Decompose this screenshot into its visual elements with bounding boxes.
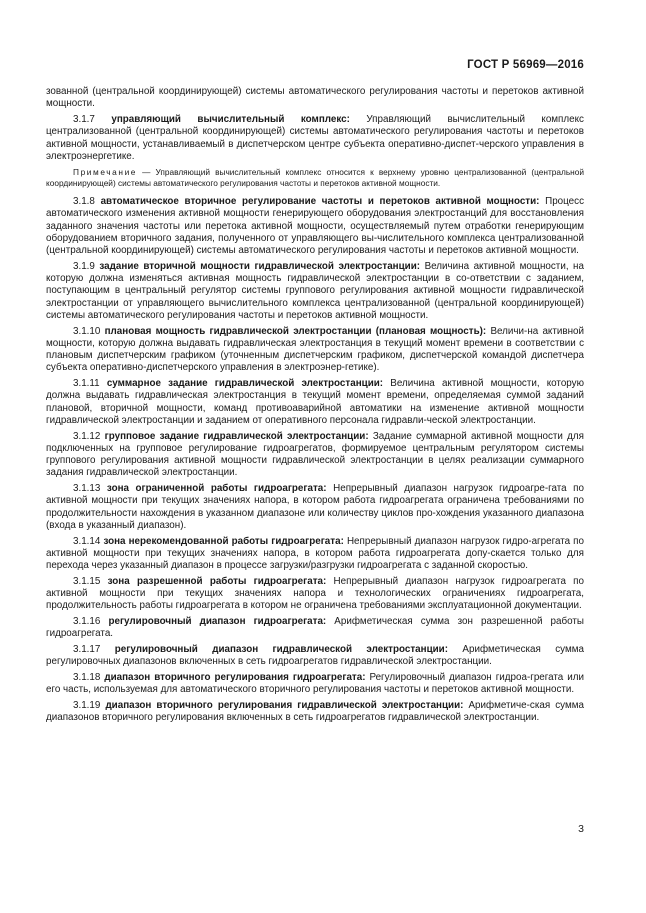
term: диапазон вторичного регулирования гидравлической электростанции: [105, 700, 464, 711]
definition-text: Регулировочный диапазон гидроа-грегата или его часть, используемая для автоматического вторичного регулирования частоты и перетоков активной мощности. [46, 672, 584, 696]
standard-designation: ГОСТ Р 56969—2016 [467, 59, 584, 71]
definition-3-1-8 [46, 196, 584, 257]
definition-text: Непрерывный диапазон нагрузок гидро-агрегата по активной мощности при текущих значениях напора, в котором работа гидроагрегата допу-скается только для перехода через указанный диапазон в процессе загрузки/разгрузки гидроагрегата с заданной скоростью. [46, 535, 584, 571]
definition-3-1-10 [46, 326, 584, 375]
term: суммарное задание гидравлической электростанции: [106, 378, 384, 389]
definition-text: Задание суммарной активной мощности для подключенных на групповое регулирование гидроагрегатов, формируемое центральным регулятором системы группового регулирования активной мощности гидравлической электростанции в целях реализации суммарного задания гидравлической электростанции. [46, 430, 584, 479]
clause-number: 3.1.10 [73, 325, 101, 337]
definition-3-1-15 [46, 576, 584, 613]
definition-3-1-16 [46, 616, 584, 641]
definition-text: Величи-на активной мощности, которую должна выдавать гидравлическая электростанция в текущий момент времени в соответствии с плановым диспетчерским графиком (уточненным диспетчерским графиком, диспетчерской командой диспетчера субъекта оперативно-диспетчерского управления в электроэнер-гетике). [46, 325, 584, 374]
term: зона разрешенной работы гидроагрегата: [107, 575, 327, 587]
clause-number: 3.1.12 [73, 430, 101, 442]
clause-number: 3.1.8 [73, 196, 95, 207]
term: регулировочный диапазон гидроагрегата: [108, 616, 327, 627]
document-body [46, 86, 584, 728]
definition-3-1-11 [46, 378, 584, 427]
definition-3-1-18 [46, 672, 584, 697]
definition-text: Величина активной мощности, которую должна выдавать гидравлическая электростанция в текущий момент времени, определяемая суммой заданий плановой, вторичной мощности, команд противоаварийной автоматики на изменение активной мощности гидравлической электростанции и заданием от оперативного персонала гидравли-ческой электростанции. [46, 378, 584, 426]
definition-3-1-12 [46, 431, 584, 480]
definition-text: Величина активной мощности, на которую должна изменяться активная мощность гидравлической электростанции в со-ответствии с заданием, поступающим в центральный регулятор системы группового регулирования активной мощности гидравлической электростанции от управляющего вычислительного комплекса централизованной (центральной координирующей) системы автоматического регулирования частоты и перетоков активной мощности. [46, 260, 584, 321]
term: плановая мощность гидравлической электростанции (плановая мощность): [104, 325, 487, 337]
note-label: Примечание [73, 167, 138, 177]
clause-number: 3.1.14 [73, 535, 101, 547]
clause-number: 3.1.11 [73, 378, 100, 389]
definition-3-1-7 [46, 114, 584, 163]
definition-3-1-14 [46, 536, 584, 573]
term: групповое задание гидравлической электростанции: [104, 430, 369, 442]
clause-number: 3.1.18 [73, 672, 101, 683]
term: автоматическое вторичное регулирование частоты и перетоков активной мощности: [100, 196, 540, 207]
clause-number: 3.1.17 [73, 644, 101, 655]
clause-number: 3.1.19 [73, 700, 101, 711]
clause-number: 3.1.7 [73, 114, 95, 125]
term: зона ограниченной работы гидроагрегата: [106, 483, 327, 494]
term: управляющий вычислительный комплекс: [111, 114, 350, 125]
definition-text: Арифметическая сумма регулировочных диапазонов включенных в сеть гидроагрегатов гидравлической электростанции. [46, 644, 584, 668]
note-text: — Управляющий вычислительный комплекс относится к верхнему уровню централизованной (центральной координирующей) системы автоматического регулирования частоты и перетоков активной мощности. [46, 167, 584, 188]
clause-number: 3.1.16 [73, 616, 101, 627]
definition-3-1-19 [46, 700, 584, 725]
definition-text: Арифметиче-ская сумма диапазонов вторичного регулирования включенных в сеть гидроагрегатов гидравлической электростанции. [46, 700, 584, 724]
clause-number: 3.1.9 [73, 260, 95, 272]
note [46, 167, 584, 189]
definition-3-1-13 [46, 483, 584, 532]
page-number: 3 [578, 823, 584, 835]
definition-text: Непрерывный диапазон нагрузок гидроагрегата по активной мощности при текущих значениях напора и технологических ограничениях гидроагрегата, продолжительность работы гидроагрегата в котором не ограничена требованиями эксплуатационной документации. [46, 575, 584, 612]
term: задание вторичной мощности гидравлической электростанции: [99, 260, 421, 272]
term: регулировочный диапазон гидравлической электростанции: [114, 644, 449, 655]
definition-3-1-17 [46, 644, 584, 669]
term: диапазон вторичного регулирования гидроагрегата: [104, 672, 366, 683]
definition-text: Арифметическая сумма зон разрешенной работы гидроагрегата. [46, 616, 584, 640]
definition-text: Процесс автоматического изменения активной мощности генерирующего оборудования электростанций для восстановления заданного значения частоты или перетока активной мощности, осуществляемый путем отработки генерирующим оборудованием вторичного задания, полученного от управляющего вы-числительного комплекса централизованной (центральной координирующей) системы автоматического регулирования частоты и перетоков активной мощности. [46, 196, 584, 256]
term: зона нерекомендованной работы гидроагрегата: [103, 535, 344, 547]
clause-number: 3.1.13 [73, 483, 101, 494]
intro-continuation: зованной (центральной координирующей) системы автоматического регулирования частоты и перетоков активной мощности. [46, 86, 584, 110]
definition-3-1-9 [46, 261, 584, 322]
definition-text: Управляющий вычислительный комплекс централизованной (центральной координирующей) системы автоматического регулирования частоты и перетоков активной мощности, устанавливаемый в диспетчерском центре субъекта оперативно-диспет-черского управления в электроэнергетике. [46, 114, 584, 162]
definition-text: Непрерывный диапазон нагрузок гидроагре-гата по активной мощности при текущих значениях напора, в котором работа гидроагрегата ограничена требованиями по продолжительности нахождения в указанном диапазоне или количеству циклов про-хождения указанного диапазона (входа в указанный диапазон). [46, 483, 584, 531]
clause-number: 3.1.15 [73, 575, 101, 587]
